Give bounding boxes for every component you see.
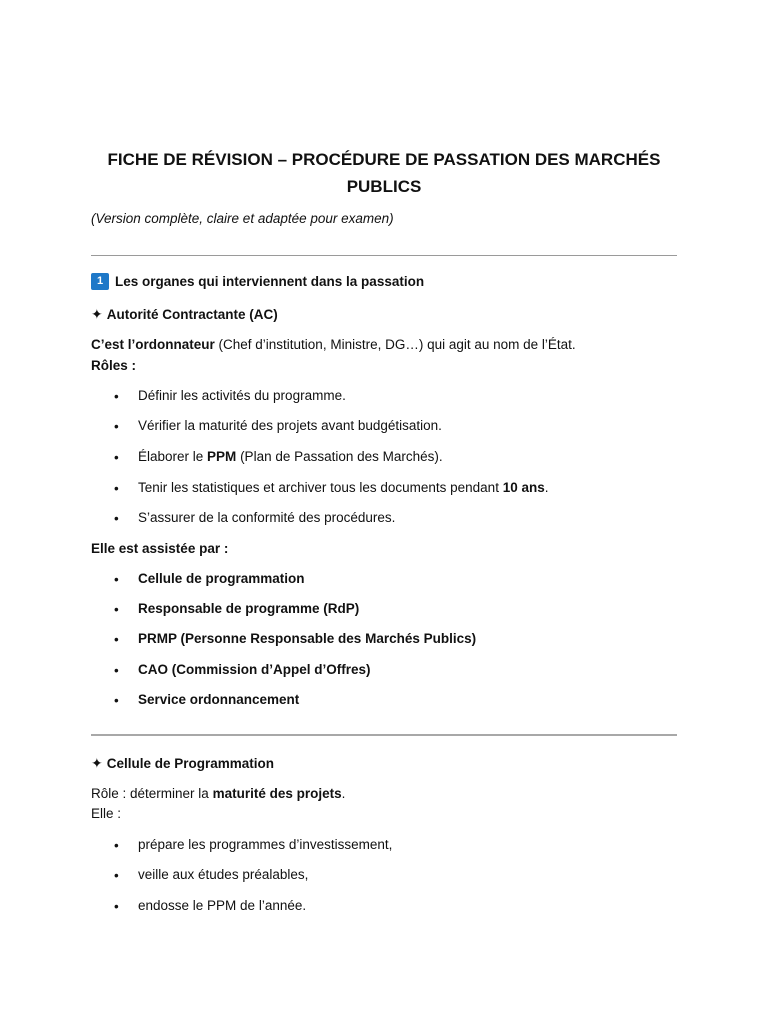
list-item (138, 388, 346, 403)
list-item (138, 449, 443, 464)
divider (91, 255, 677, 256)
role-text: . (341, 786, 346, 801)
bullet-icon: • (114, 632, 119, 647)
assisted-label: Elle est assistée par : (91, 541, 229, 556)
subsection-heading-cp (91, 755, 274, 772)
list-item-bold: PPM (207, 449, 237, 464)
list-item: CAO (Commission d’Appel d’Offres) (138, 662, 371, 677)
document-title: FICHE DE RÉVISION – PROCÉDURE DE PASSATION DES MARCHÉS PUBLICS (107, 150, 661, 196)
section-heading (91, 274, 424, 291)
list-item-text: Définir les activités du programme. (138, 388, 346, 403)
bullet-icon: • (114, 899, 119, 914)
list-item: Service ordonnancement (138, 692, 300, 707)
list-item: PRMP (Personne Responsable des Marchés Publics) (138, 631, 477, 646)
bullet-icon: • (114, 572, 119, 587)
subsection-heading-ac (91, 306, 278, 323)
bullet-icon: • (114, 389, 119, 404)
elle-label: Elle : (91, 806, 122, 821)
list-item (138, 510, 395, 525)
role-text: Rôle : déterminer la (91, 786, 213, 801)
four-point-star-icon: ✦ (91, 755, 103, 771)
list-item-bold: 10 ans (502, 480, 545, 495)
role-bold: maturité des projets (212, 786, 342, 801)
bullet-icon: • (114, 450, 119, 465)
bullet-icon: • (114, 602, 119, 617)
list-item-text: Vérifier la maturité des projets avant budgétisation. (138, 418, 442, 433)
list-item-text: Élaborer le (138, 449, 208, 464)
subsection-heading-text: Autorité Contractante (AC) (106, 307, 278, 322)
bullet-icon: • (114, 511, 119, 526)
definition-line (91, 337, 576, 352)
number-one-badge-icon: 1 (91, 273, 109, 290)
definition-text: (Chef d’institution, Ministre, DG…) qui agit au nom de l’État. (214, 337, 576, 352)
list-item-text: (Plan de Passation des Marchés). (236, 449, 443, 464)
list-item (138, 418, 442, 433)
list-item-text: S’assurer de la conformité des procédures. (138, 510, 396, 525)
bullet-icon: • (114, 663, 119, 678)
divider (91, 734, 677, 736)
section-heading-text: Les organes qui interviennent dans la passation (115, 274, 425, 290)
list-item: Cellule de programmation (138, 571, 305, 586)
list-item-text: . (544, 480, 549, 495)
list-item (138, 480, 549, 495)
roles-label: Rôles : (91, 358, 137, 373)
document-subtitle: (Version complète, claire et adaptée pour examen) (91, 211, 394, 226)
definition-bold: C’est l’ordonnateur (91, 337, 215, 352)
bullet-icon: • (114, 693, 119, 708)
list-item: veille aux études préalables, (138, 867, 309, 882)
role-line (91, 786, 345, 801)
list-item: endosse le PPM de l’année. (138, 898, 307, 913)
bullet-icon: • (114, 838, 119, 853)
list-item-text: Tenir les statistiques et archiver tous les documents pendant (138, 480, 503, 495)
bullet-icon: • (114, 419, 119, 434)
bullet-icon: • (114, 481, 119, 496)
four-point-star-icon: ✦ (91, 306, 103, 322)
list-item: prépare les programmes d’investissement, (138, 837, 393, 852)
subsection-heading-text: Cellule de Programmation (106, 756, 275, 771)
list-item: Responsable de programme (RdP) (138, 601, 360, 616)
bullet-icon: • (114, 868, 119, 883)
